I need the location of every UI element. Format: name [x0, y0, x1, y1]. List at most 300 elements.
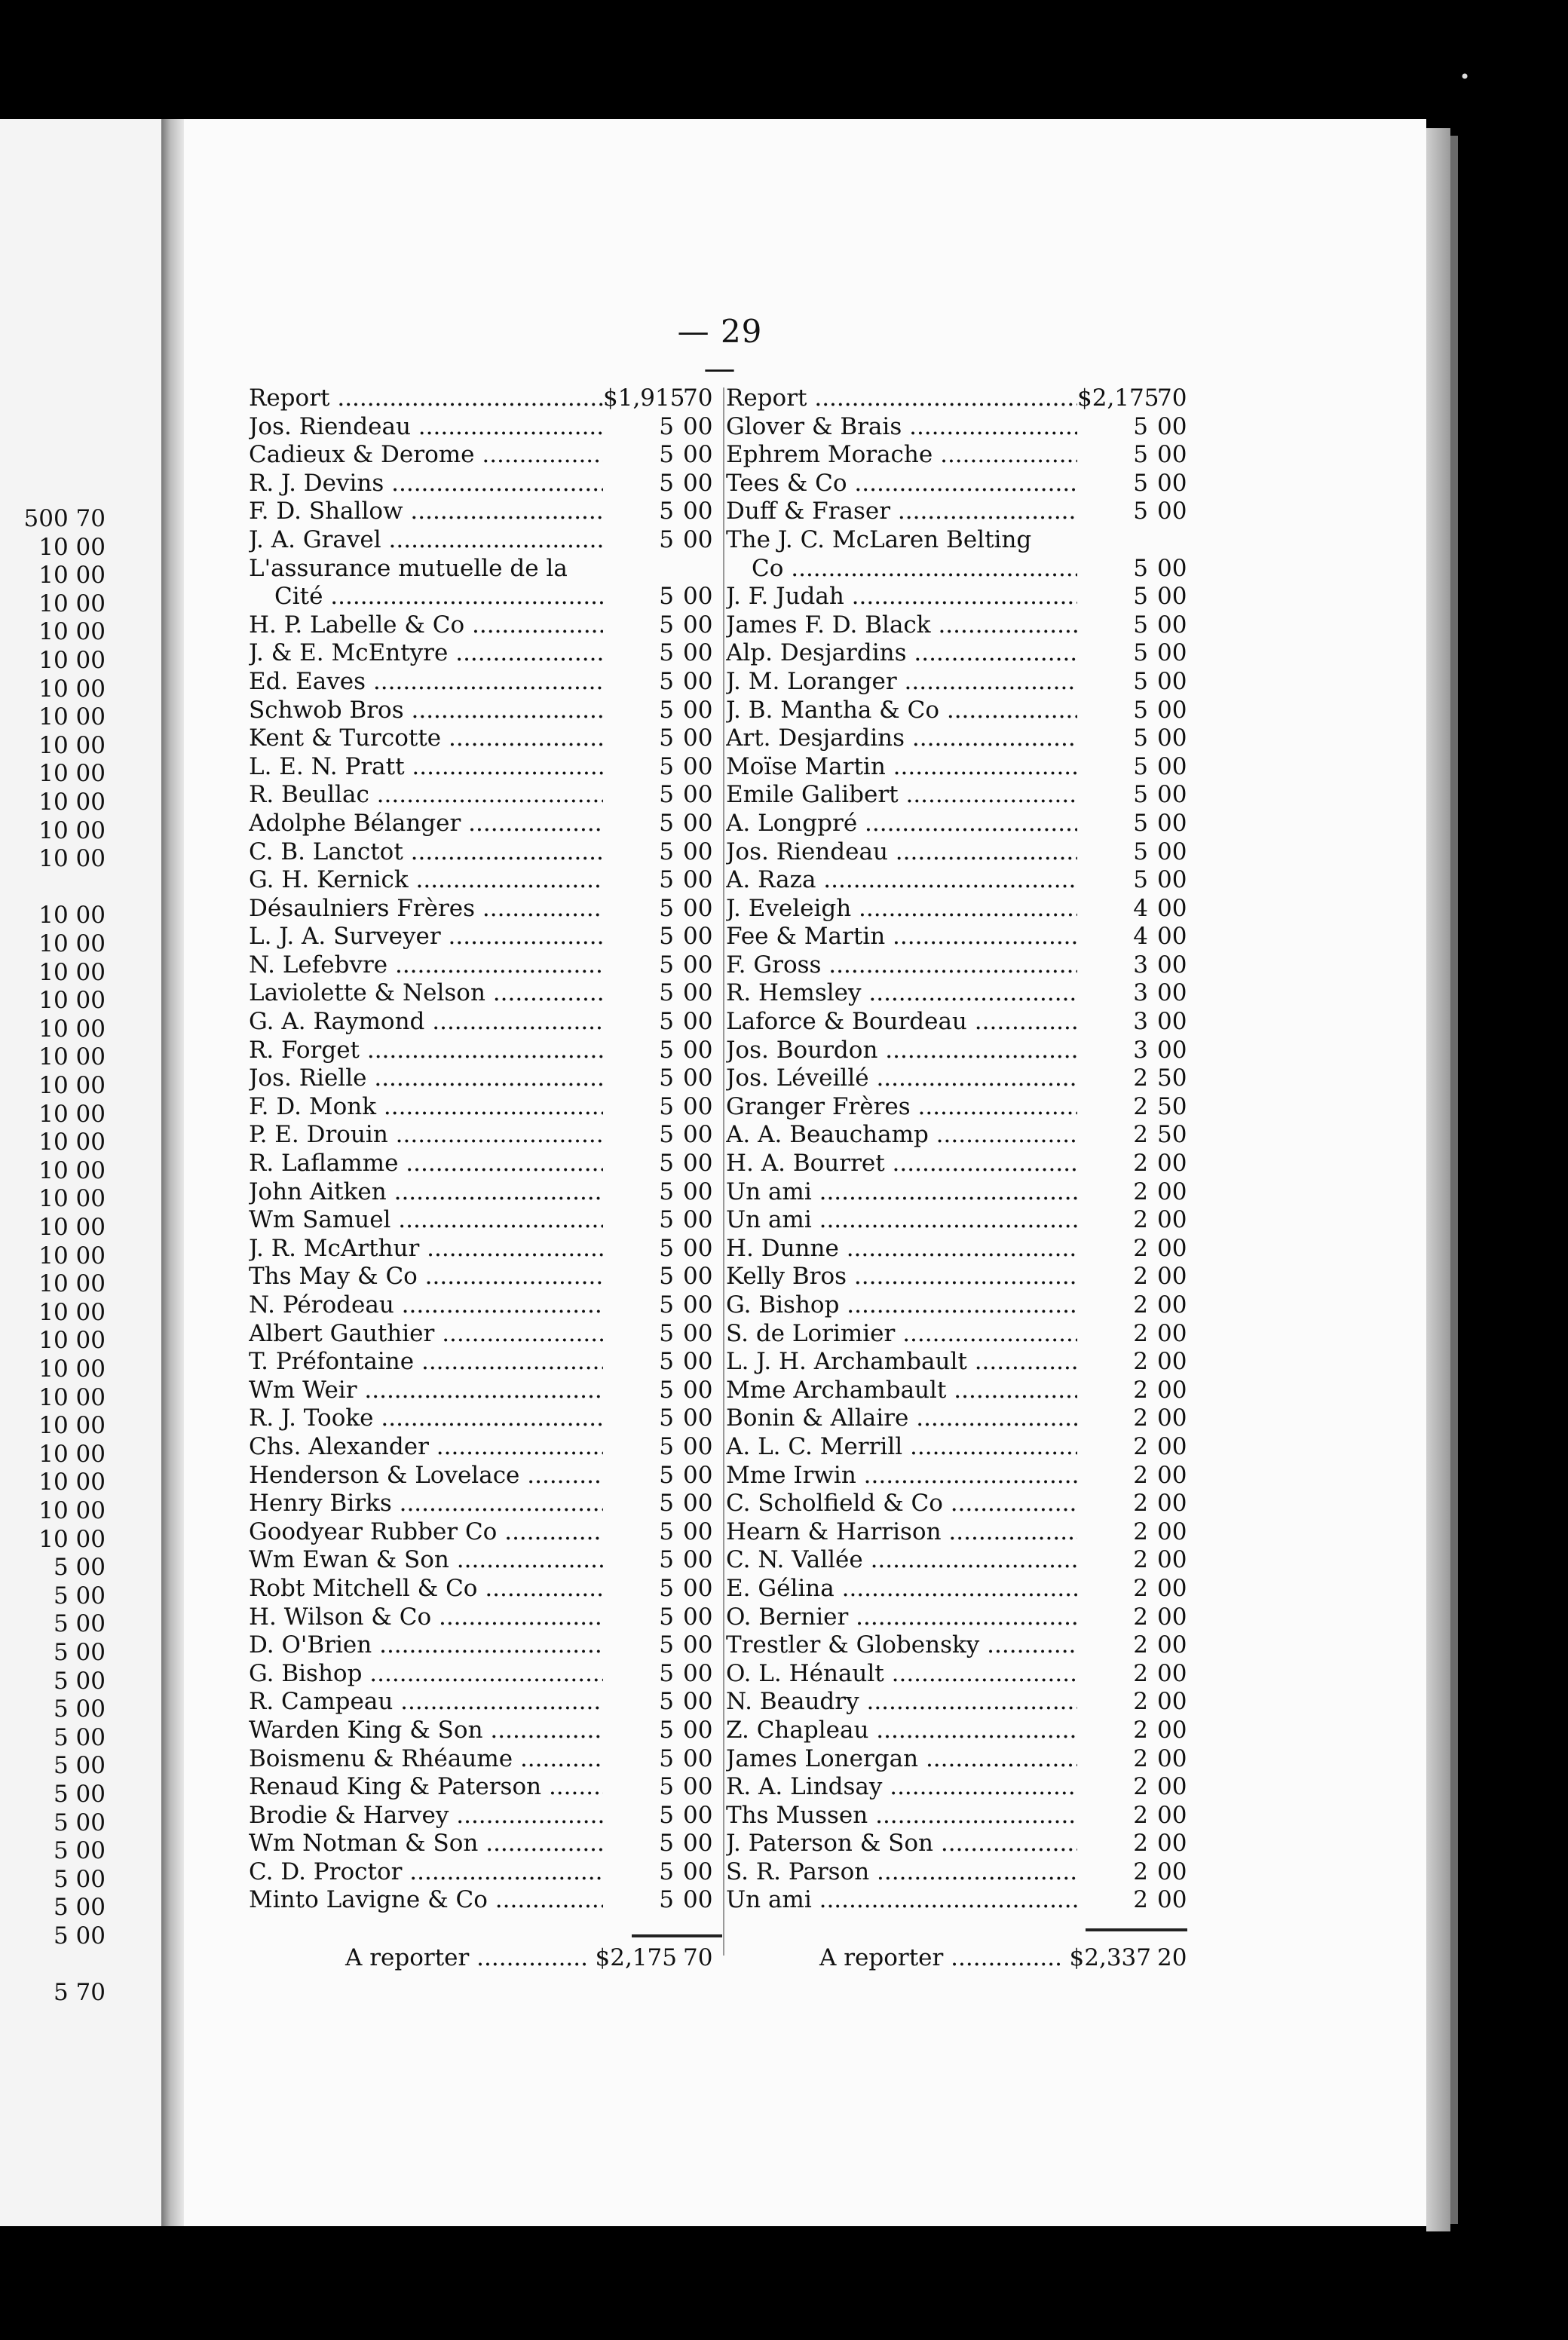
donor-name: C. Scholfield & Co ..... — [726, 1490, 1077, 1518]
ledger-row — [249, 1802, 719, 1830]
donation-cents: 00 — [683, 951, 713, 979]
ledger-row — [249, 1490, 719, 1518]
donor-name: Jos. Léveillé ..... — [726, 1064, 1077, 1093]
left-page-amount: 10 00 — [38, 1185, 106, 1213]
ledger-row — [726, 1348, 1193, 1377]
donation-cents: 00 — [1157, 1404, 1187, 1432]
donation-cents: 00 — [1157, 498, 1187, 525]
ledger-row — [249, 753, 719, 782]
left-page-amount: 10 00 — [38, 1327, 106, 1355]
donation-cents: 00 — [683, 866, 713, 894]
donor-name: G. A. Raymond ..... — [249, 1008, 603, 1037]
donation-cents: 00 — [1157, 1461, 1187, 1489]
donation-dollars: 2 — [1133, 1574, 1148, 1602]
donation-cents: 00 — [1157, 1518, 1187, 1545]
donor-name: Boismenu & Rhéaume ..... — [249, 1745, 603, 1774]
ledger-row — [249, 1064, 719, 1093]
ledger-row — [249, 1745, 719, 1774]
ledger-row — [249, 1348, 719, 1377]
left-page-amount: 10 00 — [38, 1242, 106, 1270]
donor-name: James F. D. Black ..... — [726, 611, 1077, 640]
ledger-row — [249, 1518, 719, 1547]
donation-dollars: 5 — [1133, 696, 1148, 724]
ledger-row — [249, 1688, 719, 1717]
ledger-row — [249, 1178, 719, 1207]
page-edge-shadow — [1450, 136, 1458, 2224]
donation-dollars: 5 — [1133, 498, 1148, 525]
donation-dollars: 5 — [659, 724, 674, 752]
ledger-row — [249, 951, 719, 980]
donation-cents: 50 — [1157, 1064, 1187, 1092]
left-ledger-column — [249, 384, 719, 1915]
ledger-row — [249, 838, 719, 867]
donor-name: J. R. McArthur ..... — [249, 1235, 603, 1263]
report-cents: 70 — [1157, 384, 1187, 412]
left-page-amount: 10 00 — [38, 987, 106, 1015]
donation-cents: 00 — [1157, 1376, 1187, 1404]
donor-name: H. P. Labelle & Co ..... — [249, 611, 603, 640]
donation-dollars: 2 — [1133, 1263, 1148, 1291]
donor-name: N. Beaudry ..... — [726, 1688, 1077, 1717]
ledger-row — [726, 1178, 1193, 1207]
donation-dollars: 2 — [1133, 1546, 1148, 1574]
donation-dollars: 2 — [1133, 1603, 1148, 1631]
donation-dollars: 5 — [659, 1008, 674, 1036]
donor-name: J. A. Gravel ..... — [249, 526, 603, 555]
donation-cents: 00 — [683, 667, 713, 695]
donation-dollars: 5 — [659, 752, 674, 780]
left-page-amount: 10 00 — [38, 1497, 106, 1524]
ledger-row — [726, 866, 1193, 895]
ledger-row — [726, 1433, 1193, 1462]
donation-cents: 00 — [1157, 554, 1187, 582]
ledger-row — [726, 1518, 1193, 1547]
report-amount: $1,915 — [603, 384, 685, 412]
donor-name: R. A. Lindsay ..... — [726, 1773, 1077, 1802]
donor-name: T. Préfontaine ..... — [249, 1348, 603, 1377]
ledger-row — [249, 668, 719, 697]
carry-label: A reporter ............... — [819, 1944, 1062, 1971]
left-page-amount: 5 00 — [53, 1695, 106, 1723]
donation-cents: 00 — [683, 1603, 713, 1631]
donation-cents: 00 — [683, 1432, 713, 1460]
left-page-amount: 5 00 — [53, 1865, 106, 1893]
left-report-header — [249, 384, 719, 413]
ledger-row — [726, 895, 1193, 923]
donation-cents: 00 — [1157, 838, 1187, 865]
donation-dollars: 5 — [659, 1348, 674, 1376]
donation-cents: 00 — [1157, 1490, 1187, 1518]
ledger-row — [726, 668, 1193, 697]
ledger-row — [249, 470, 719, 498]
donation-dollars: 2 — [1133, 1631, 1148, 1659]
donation-cents: 00 — [683, 923, 713, 951]
left-page-amount: 10 00 — [38, 1043, 106, 1071]
donation-dollars: 3 — [1133, 979, 1148, 1007]
ledger-row — [249, 1206, 719, 1235]
ledger-row — [249, 1858, 719, 1887]
ledger-row — [726, 697, 1193, 725]
ledger-row — [249, 1377, 719, 1405]
donation-cents: 00 — [1157, 1773, 1187, 1801]
donor-name: L. J. A. Surveyer ..... — [249, 923, 603, 951]
ledger-row — [726, 441, 1193, 470]
left-page-amount: 5 00 — [53, 1582, 106, 1610]
left-page-amount: 5 00 — [53, 1639, 106, 1666]
dust-speck: • — [1459, 66, 1471, 87]
ledger-row — [726, 1206, 1193, 1235]
donation-cents: 00 — [1157, 781, 1187, 809]
donation-cents: 00 — [1157, 1291, 1187, 1319]
donor-name: R. Hemsley ..... — [726, 979, 1077, 1008]
donor-name: C. B. Lanctot ..... — [249, 838, 603, 867]
donation-cents: 00 — [1157, 1830, 1187, 1858]
donation-dollars: 5 — [659, 1121, 674, 1149]
left-page-amount: 10 00 — [38, 902, 106, 930]
donation-cents: 00 — [1157, 1688, 1187, 1716]
left-page-amount: 10 00 — [38, 760, 106, 788]
left-page-amount: 10 00 — [38, 789, 106, 816]
ledger-row — [249, 498, 719, 526]
donor-name: Un ami ..... — [726, 1206, 1077, 1235]
donor-name: Duff & Fraser ..... — [726, 498, 1077, 526]
left-page-amount: 10 00 — [38, 1298, 106, 1326]
ledger-row — [249, 697, 719, 725]
left-page-amount: 10 00 — [38, 958, 106, 986]
donation-dollars: 5 — [659, 1801, 674, 1829]
ledger-row — [249, 1291, 719, 1320]
donation-dollars: 5 — [1133, 781, 1148, 809]
carry-amount: $2,337 — [1069, 1944, 1151, 1971]
donor-name: Henderson & Lovelace ..... — [249, 1462, 603, 1490]
donor-name: Ephrem Morache ..... — [726, 441, 1077, 470]
donation-cents: 00 — [1157, 1659, 1187, 1687]
donation-dollars: 5 — [659, 469, 674, 497]
donation-cents: 00 — [1157, 1574, 1187, 1602]
donation-cents: 00 — [683, 1064, 713, 1092]
left-page-amount: 5 00 — [53, 1723, 106, 1751]
ledger-row — [726, 555, 1193, 583]
ledger-row — [726, 753, 1193, 782]
donation-cents: 00 — [1157, 667, 1187, 695]
ledger-row — [249, 1575, 719, 1603]
donation-dollars: 5 — [659, 1518, 674, 1545]
ledger-row — [249, 441, 719, 470]
donation-dollars: 2 — [1133, 1150, 1148, 1178]
right-total-rule — [1086, 1928, 1187, 1931]
donation-cents: 00 — [683, 1801, 713, 1829]
book-gutter — [161, 119, 184, 2226]
ledger-row — [249, 1093, 719, 1122]
donor-name: R. Beullac ..... — [249, 781, 603, 810]
donation-dollars: 2 — [1133, 1291, 1148, 1319]
donation-dollars: 5 — [659, 639, 674, 667]
donor-name: Ths Mussen ..... — [726, 1802, 1077, 1830]
donor-name: H. Wilson & Co ..... — [249, 1603, 603, 1632]
carry-amount: $2,175 — [595, 1944, 677, 1971]
donation-dollars: 5 — [659, 1631, 674, 1659]
donation-cents: 00 — [683, 441, 713, 469]
donation-dollars: 5 — [659, 1773, 674, 1801]
donation-dollars: 5 — [659, 951, 674, 979]
ledger-row — [249, 1773, 719, 1802]
donation-dollars: 5 — [659, 1404, 674, 1432]
donor-name: Laviolette & Nelson ..... — [249, 979, 603, 1008]
donation-cents: 00 — [683, 469, 713, 497]
donor-name: L. J. H. Archambault ..... — [726, 1348, 1077, 1377]
donor-name: F. D. Monk ..... — [249, 1093, 603, 1122]
donor-name: H. Dunne ..... — [726, 1235, 1077, 1263]
page-number: — 29 — — [677, 313, 763, 387]
left-page-amount: 10 00 — [38, 1214, 106, 1241]
ledger-row — [726, 1717, 1193, 1745]
donation-cents: 00 — [683, 781, 713, 809]
donor-name: Alp. Desjardins ..... — [726, 639, 1077, 668]
donation-cents: 00 — [1157, 724, 1187, 752]
ledger-row — [249, 583, 719, 611]
right-carry-forward — [726, 1943, 1193, 1972]
donor-name: J. Paterson & Son ..... — [726, 1830, 1077, 1858]
ledger-row — [726, 1121, 1193, 1150]
donation-cents: 00 — [683, 1461, 713, 1489]
donor-name: Granger Frères ..... — [726, 1093, 1077, 1122]
donation-dollars: 2 — [1133, 1206, 1148, 1234]
donation-dollars: 5 — [659, 667, 674, 695]
left-page-amount: 10 00 — [38, 1129, 106, 1156]
donor-name: Albert Gauthier ..... — [249, 1320, 603, 1349]
carry-cents: 20 — [1157, 1944, 1187, 1971]
donation-cents: 00 — [683, 525, 713, 553]
donation-dollars: 5 — [659, 1234, 674, 1262]
donation-cents: 00 — [1157, 1858, 1187, 1885]
ledger-row — [249, 555, 719, 583]
ledger-row — [726, 413, 1193, 442]
ledger-row — [249, 979, 719, 1008]
donor-name: G. Bishop ..... — [726, 1291, 1077, 1320]
left-page-amount: 10 00 — [38, 533, 106, 561]
donation-dollars: 5 — [659, 1206, 674, 1234]
left-page-fragment — [0, 119, 161, 2226]
report-cents: 70 — [683, 384, 713, 412]
ledger-row — [249, 923, 719, 951]
donation-dollars: 4 — [1133, 923, 1148, 951]
ledger-row — [726, 1404, 1193, 1433]
ledger-row — [726, 1291, 1193, 1320]
donation-dollars: 5 — [659, 1461, 674, 1489]
donation-dollars: 2 — [1133, 1319, 1148, 1347]
left-page-amount: 10 00 — [38, 1412, 106, 1440]
donation-dollars: 2 — [1133, 1490, 1148, 1518]
donation-cents: 00 — [683, 1036, 713, 1064]
left-page-amount: 5 00 — [53, 1922, 106, 1949]
carry-cents: 70 — [683, 1944, 713, 1971]
donor-name: John Aitken ..... — [249, 1178, 603, 1207]
ledger-row — [726, 526, 1193, 555]
donor-name: J. Eveleigh ..... — [726, 895, 1077, 923]
left-page-amount: 500 70 — [23, 505, 106, 532]
donation-cents: 00 — [1157, 1008, 1187, 1036]
donation-dollars: 5 — [659, 1716, 674, 1744]
left-page-amount: 10 00 — [38, 590, 106, 617]
donor-name: Ths May & Co ..... — [249, 1263, 603, 1291]
donation-dollars: 5 — [659, 1830, 674, 1858]
donor-name: The J. C. McLaren Belting — [726, 525, 1032, 553]
donation-dollars: 5 — [659, 838, 674, 865]
donation-cents: 00 — [1157, 894, 1187, 922]
column-divider — [723, 387, 724, 1956]
donation-dollars: 5 — [659, 1178, 674, 1205]
ledger-row — [726, 1150, 1193, 1178]
donation-dollars: 5 — [659, 1886, 674, 1914]
donation-cents: 00 — [1157, 1178, 1187, 1205]
donation-dollars: 5 — [659, 1092, 674, 1120]
donor-name: C. N. Vallée ..... — [726, 1546, 1077, 1575]
ledger-row — [726, 1773, 1193, 1802]
donation-dollars: 2 — [1133, 1376, 1148, 1404]
donation-cents: 00 — [683, 838, 713, 865]
ledger-row — [249, 1546, 719, 1575]
left-page-amount: 10 00 — [38, 1270, 106, 1298]
left-page-amount: 10 00 — [38, 1440, 106, 1468]
donor-name: Goodyear Rubber Co ..... — [249, 1518, 603, 1547]
donor-name: G. H. Kernick ..... — [249, 866, 603, 895]
donor-name: R. J. Devins ..... — [249, 470, 603, 498]
donor-name: L'assurance mutuelle de la — [249, 554, 568, 582]
donor-name: Mme Irwin ..... — [726, 1462, 1077, 1490]
ledger-row — [726, 1631, 1193, 1660]
donation-dollars: 5 — [659, 781, 674, 809]
donation-dollars: 5 — [659, 498, 674, 525]
donation-cents: 00 — [683, 1291, 713, 1319]
donation-dollars: 2 — [1133, 1234, 1148, 1262]
report-amount: $2,175 — [1077, 384, 1159, 412]
donor-name: Désaulniers Frères ..... — [249, 895, 603, 923]
ledger-row — [726, 1093, 1193, 1122]
ledger-row — [726, 1886, 1193, 1915]
right-report-header — [726, 384, 1193, 413]
donation-cents: 00 — [1157, 1319, 1187, 1347]
donor-name: S. R. Parson ..... — [726, 1858, 1077, 1887]
donation-dollars: 5 — [659, 866, 674, 894]
ledger-row — [249, 724, 719, 753]
left-page-amount: 10 00 — [38, 845, 106, 873]
left-page-amount: 10 00 — [38, 1100, 106, 1128]
donor-name: F. D. Shallow ..... — [249, 498, 603, 526]
donation-dollars: 5 — [1133, 469, 1148, 497]
ledger-row — [249, 781, 719, 810]
donation-cents: 00 — [1157, 611, 1187, 639]
donor-name: Moïse Martin ..... — [726, 753, 1077, 782]
donation-cents: 00 — [1157, 809, 1187, 837]
ledger-row — [726, 781, 1193, 810]
donation-cents: 00 — [683, 1348, 713, 1376]
donor-name: J. M. Loranger ..... — [726, 668, 1077, 697]
donation-dollars: 5 — [1133, 752, 1148, 780]
ledger-row — [726, 1575, 1193, 1603]
donation-dollars: 2 — [1133, 1886, 1148, 1914]
donation-dollars: 5 — [1133, 611, 1148, 639]
left-page-amount: 5 00 — [53, 1667, 106, 1695]
donor-name: Henry Birks ..... — [249, 1490, 603, 1518]
ledger-row — [726, 583, 1193, 611]
donor-name: Fee & Martin ..... — [726, 923, 1077, 951]
ledger-row — [249, 810, 719, 838]
donor-name: Emile Galibert ..... — [726, 781, 1077, 810]
donation-dollars: 5 — [1133, 809, 1148, 837]
donor-name: Z. Chapleau ..... — [726, 1717, 1077, 1745]
donation-cents: 00 — [683, 752, 713, 780]
donation-cents: 00 — [683, 1546, 713, 1574]
donation-dollars: 4 — [1133, 894, 1148, 922]
left-page-amount: 10 00 — [38, 1015, 106, 1043]
donation-cents: 00 — [683, 1376, 713, 1404]
donation-dollars: 2 — [1133, 1178, 1148, 1205]
donation-dollars: 2 — [1133, 1688, 1148, 1716]
donor-name: R. Campeau ..... — [249, 1688, 603, 1717]
donation-dollars: 5 — [659, 611, 674, 639]
donation-dollars: 2 — [1133, 1744, 1148, 1772]
left-page-amount: 5 00 — [53, 1781, 106, 1808]
ledger-row — [726, 1490, 1193, 1518]
donor-name: Brodie & Harvey ..... — [249, 1802, 603, 1830]
donation-cents: 00 — [1157, 1603, 1187, 1631]
ledger-row — [249, 526, 719, 555]
donation-cents: 00 — [683, 809, 713, 837]
donor-name: L. E. N. Pratt ..... — [249, 753, 603, 782]
donor-name: Tees & Co ..... — [726, 470, 1077, 498]
donation-dollars: 5 — [659, 809, 674, 837]
carry-label: A reporter ............... — [345, 1944, 588, 1971]
ledger-row — [249, 1886, 719, 1915]
donation-dollars: 5 — [1133, 441, 1148, 469]
donation-cents: 00 — [683, 1263, 713, 1291]
left-page-amount: 5 00 — [53, 1809, 106, 1836]
donor-name: D. O'Brien ..... — [249, 1631, 603, 1660]
ledger-row — [726, 810, 1193, 838]
donation-dollars: 5 — [659, 1688, 674, 1716]
donor-name: N. Pérodeau ..... — [249, 1291, 603, 1320]
ledger-row — [249, 1263, 719, 1291]
donation-cents: 00 — [1157, 1036, 1187, 1064]
donation-cents: 00 — [683, 1404, 713, 1432]
ledger-row — [726, 1745, 1193, 1774]
donation-dollars: 2 — [1133, 1830, 1148, 1858]
donation-dollars: 3 — [1133, 951, 1148, 979]
left-page-amount: 10 00 — [38, 1469, 106, 1496]
donor-name: A. L. C. Merrill ..... — [726, 1433, 1077, 1462]
donor-name: Wm Samuel ..... — [249, 1206, 603, 1235]
donation-dollars: 2 — [1133, 1773, 1148, 1801]
left-page-amount: 10 00 — [38, 647, 106, 674]
left-page-amount: 10 00 — [38, 703, 106, 731]
ledger-row — [249, 895, 719, 923]
donation-cents: 00 — [1157, 639, 1187, 667]
left-page-amount: 10 00 — [38, 930, 106, 957]
donation-cents: 00 — [683, 1008, 713, 1036]
donor-name: Trestler & Globensky ..... — [726, 1631, 1077, 1660]
donor-name: Wm Notman & Son ..... — [249, 1830, 603, 1858]
donation-cents: 00 — [683, 1319, 713, 1347]
donation-dollars: 5 — [659, 1574, 674, 1602]
donor-name: O. Bernier ..... — [726, 1603, 1077, 1632]
donor-name: F. Gross ..... — [726, 951, 1077, 980]
donor-name: Jos. Bourdon ..... — [726, 1037, 1077, 1065]
donation-dollars: 5 — [659, 1659, 674, 1687]
left-carry-forward — [249, 1943, 719, 1972]
donor-name: Robt Mitchell & Co ..... — [249, 1575, 603, 1603]
ledger-row — [726, 1462, 1193, 1490]
donor-name: R. J. Tooke ..... — [249, 1404, 603, 1433]
